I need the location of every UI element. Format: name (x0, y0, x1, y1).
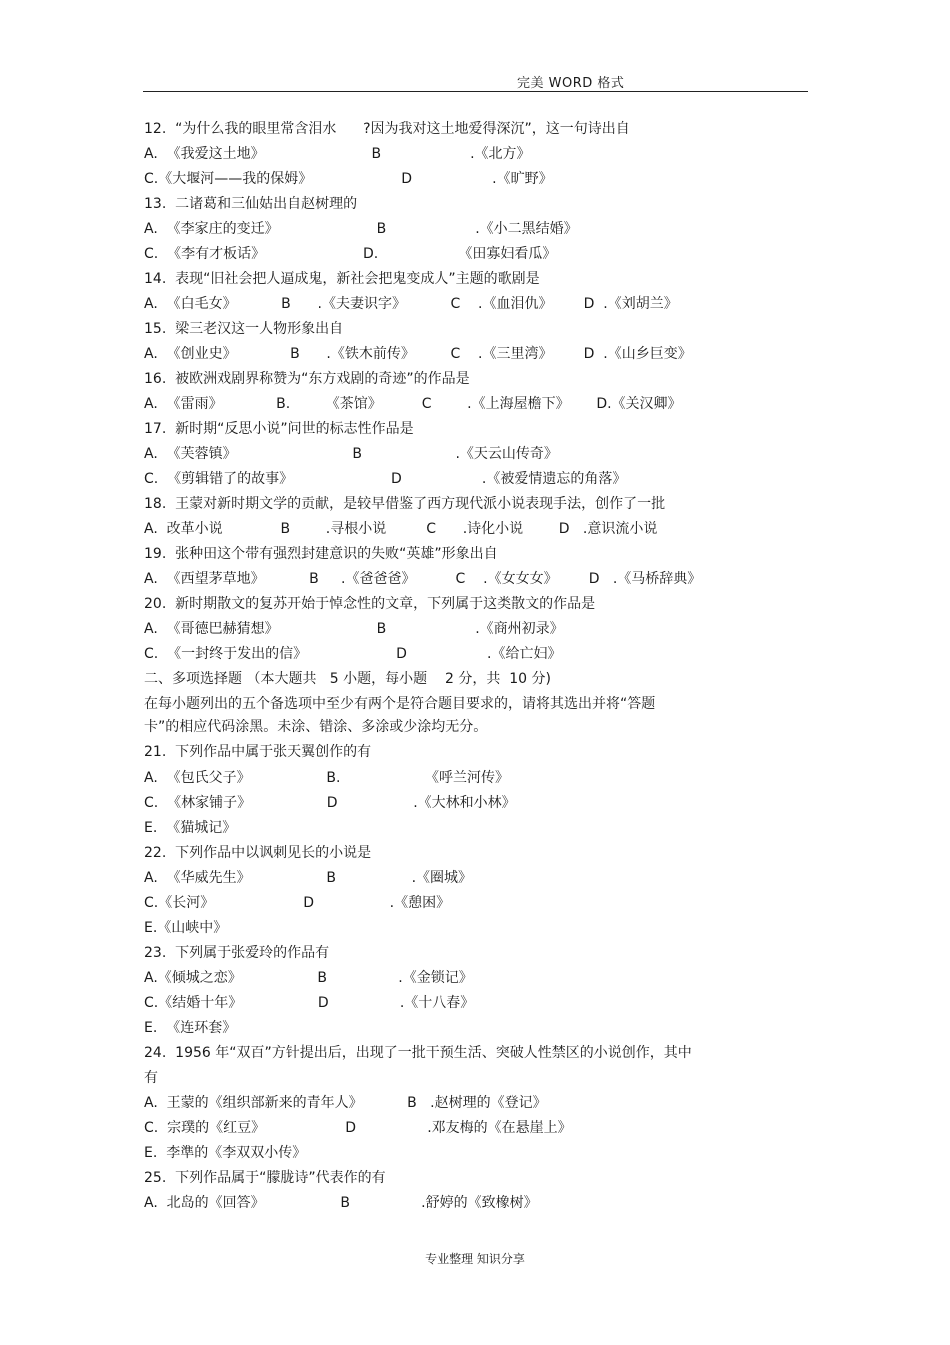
text-line: 14. 表现“旧社会把人逼成鬼，新社会把鬼变成人”主题的歌剧是 (144, 271, 540, 287)
text-line: 21. 下列作品中属于张天翼创作的有 (144, 744, 372, 760)
text-line: C.《结婚十年》 D .《十八春》 (144, 995, 475, 1011)
text-line: 19. 张种田这个带有强烈封建意识的失败“英雄”形象出自 (144, 546, 498, 562)
text-line: 卡”的相应代码涂黑。未涂、错涂、多涂或少涂均无分。 (144, 719, 488, 735)
text-line: C. 《林家铺子》 D .《大林和小林》 (144, 795, 516, 811)
text-line: E. 李準的《李双双小传》 (144, 1145, 307, 1161)
text-line: A. 《白毛女》 B .《夫妻识字》 C .《血泪仇》 D .《刘胡兰》 (144, 296, 678, 312)
text-line: 有 (144, 1070, 158, 1086)
header-title: 完美 WORD 格式 (517, 76, 625, 91)
text-line: 18. 王蒙对新时期文学的贡献，是较早借鉴了西方现代派小说表现手法，创作了一批 (144, 496, 666, 512)
text-line: A. 《芙蓉镇》 B .《天云山传奇》 (144, 446, 558, 462)
text-line: A. 《我爱这土地》 B .《北方》 (144, 146, 531, 162)
text-line: 在每小题列出的五个备选项中至少有两个是符合题目要求的，请将其选出并将“答题 (144, 696, 656, 712)
text-line: 22. 下列作品中以讽刺见长的小说是 (144, 845, 372, 861)
text-line: E.《山峡中》 (144, 920, 228, 936)
text-line: 23. 下列属于张爱玲的作品有 (144, 945, 330, 961)
text-line: A. 《李家庄的变迁》 B .《小二黑结婚》 (144, 221, 578, 237)
text-line: A. 《包氏父子》 B. 《呼兰河传》 (144, 770, 509, 786)
text-line: A. 《雷雨》 B. 《茶馆》 C .《上海屋檐下》 D.《关汉卿》 (144, 396, 682, 412)
text-line: A. 《创业史》 B .《铁木前传》 C .《三里湾》 D .《山乡巨变》 (144, 346, 692, 362)
text-line: A. 改革小说 B .寻根小说 C .诗化小说 D .意识流小说 (144, 521, 658, 537)
text-line: C. 《剪辑错了的故事》 D .《被爱情遗忘的角落》 (144, 471, 627, 487)
text-line: 二、多项选择题 （本大题共 5 小题，每小题 2 分，共 10 分) (144, 671, 551, 687)
text-line: A. 王蒙的《组织部新来的青年人》 B .赵树理的《登记》 (144, 1095, 547, 1111)
text-line: A.《倾城之恋》 B .《金锁记》 (144, 970, 473, 986)
text-line: 24. 1956 年“双百”方针提出后，出现了一批干预生活、突破人性禁区的小说创作，其中 (144, 1045, 692, 1061)
text-line: A. 《哥德巴赫猜想》 B .《商州初录》 (144, 621, 564, 637)
text-line: C.《长河》 D .《憩困》 (144, 895, 451, 911)
text-line: 20. 新时期散文的复苏开始于悼念性的文章，下列属于这类散文的作品是 (144, 596, 596, 612)
text-line: A. 《华威先生》 B .《圈城》 (144, 870, 473, 886)
text-line: 12. “为什么我的眼里常含泪水 ?因为我对这土地爱得深沉”，这一句诗出自 (144, 121, 630, 137)
text-line: 17. 新时期“反思小说”问世的标志性作品是 (144, 421, 414, 437)
text-line: A. 《西望茅草地》 B .《爸爸爸》 C .《女女女》 D .《马桥辞典》 (144, 571, 702, 587)
page-footer: 专业整理 知识分享 (425, 1252, 525, 1266)
text-line: 25. 下列作品属于“朦胧诗”代表作的有 (144, 1170, 386, 1186)
text-line: C.《大堰河——我的保姆》 D .《旷野》 (144, 171, 553, 187)
text-line: E. 《猫城记》 (144, 820, 237, 836)
header-divider (143, 91, 808, 92)
text-line: E. 《连环套》 (144, 1020, 237, 1036)
text-line: A. 北岛的《回答》 B .舒婷的《致橡树》 (144, 1195, 538, 1211)
text-line: 13. 二诸葛和三仙姑出自赵树理的 (144, 196, 358, 212)
text-line: 15. 梁三老汉这一人物形象出自 (144, 321, 344, 337)
text-line: C. 宗璞的《红豆》 D .邓友梅的《在悬崖上》 (144, 1120, 572, 1136)
page-header (143, 70, 808, 92)
text-line: C. 《一封终于发出的信》 D .《给亡妇》 (144, 646, 562, 662)
text-line: 16. 被欧洲戏剧界称赞为“东方戏剧的奇迹”的作品是 (144, 371, 470, 387)
text-line: C. 《李有才板话》 D. 《田寡妇看瓜》 (144, 246, 557, 262)
